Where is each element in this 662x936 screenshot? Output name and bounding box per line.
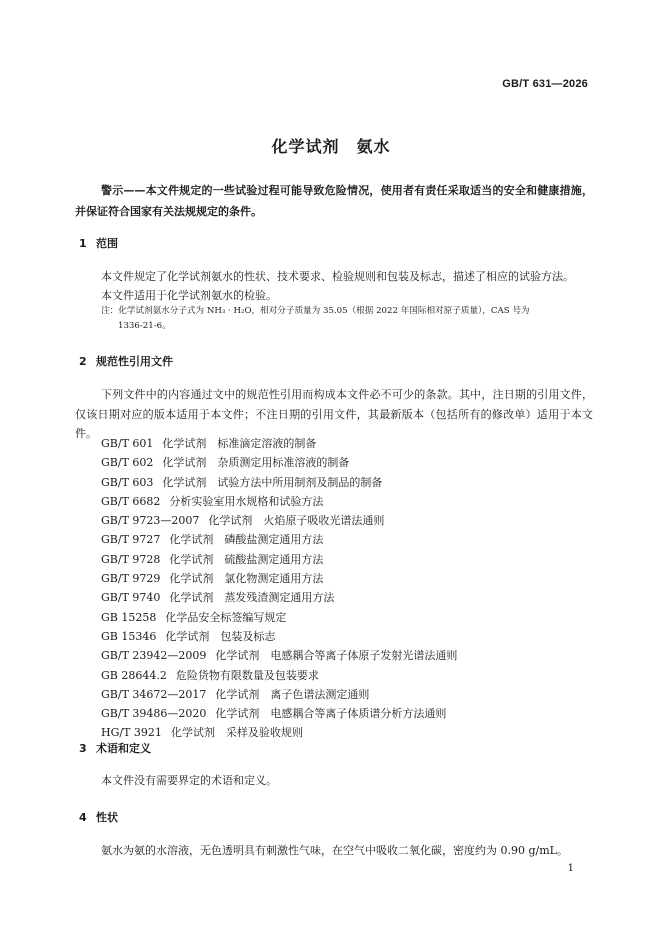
scope-note — [101, 304, 593, 334]
reference-title: 分析实验室用水规格和试验方法 — [169, 494, 324, 508]
reference-title: 危险货物有限数量及包装要求 — [175, 668, 319, 682]
reference-item — [101, 588, 457, 607]
section-number: 2 — [79, 355, 87, 368]
reference-item — [101, 666, 457, 685]
properties-paragraph: 氨水为氨的水溶液，无色透明具有刺激性气味，在空气中吸收二氧化碳，密度约为 0.90 g/mL。 — [101, 844, 568, 857]
reference-title: 化学试剂 电感耦合等离子体原子发射光谱法通则 — [215, 649, 458, 663]
reference-title: 化学试剂 氯化物测定通用方法 — [169, 572, 324, 586]
reference-item — [101, 434, 457, 453]
section-number: 3 — [79, 742, 87, 755]
reference-code: GB/T 34672—2017 — [101, 687, 207, 701]
reference-title: 化学试剂 采样及验收规则 — [170, 726, 303, 740]
page-number: 1 — [567, 863, 574, 874]
reference-title: 化学试剂 火焰原子吸收光谱法通则 — [208, 514, 385, 528]
reference-title: 化学试剂 试验方法中所用制剂及制品的制备 — [162, 475, 383, 489]
scope-paragraph: 本文件适用于化学试剂氨水的检验。 — [101, 289, 277, 302]
reference-item — [101, 550, 457, 569]
note-line: 1336-21-6。 — [118, 321, 171, 331]
reference-item — [101, 530, 457, 549]
reference-title: 化学试剂 标准滴定溶液的制备 — [162, 437, 317, 450]
reference-item — [101, 453, 457, 472]
document-title: 化学试剂 氨水 — [271, 137, 391, 156]
reference-code: GB/T 9729 — [101, 572, 161, 586]
reference-code: GB/T 9723—2007 — [101, 514, 200, 528]
reference-item — [101, 723, 457, 742]
reference-item — [101, 608, 457, 627]
reference-code: GB/T 9728 — [101, 552, 161, 566]
reference-code: GB/T 601 — [101, 437, 154, 450]
reference-code: GB 15346 — [101, 629, 157, 643]
reference-item — [101, 569, 457, 588]
section-number: 1 — [79, 237, 87, 250]
reference-code: GB 15258 — [101, 610, 157, 624]
section-title: 性状 — [96, 811, 118, 824]
reference-code: GB/T 602 — [101, 456, 154, 470]
reference-title: 化学试剂 杂质测定用标准溶液的制备 — [162, 456, 350, 470]
reference-code: GB/T 9740 — [101, 591, 161, 605]
reference-item — [101, 473, 457, 492]
reference-code: GB/T 9727 — [101, 533, 161, 547]
reference-item — [101, 627, 457, 646]
reference-item — [101, 704, 457, 723]
reference-code: HG/T 3921 — [101, 726, 162, 740]
section-4-heading — [79, 809, 118, 825]
warning-paragraph: 警示——本文件规定的一些试验过程可能导致危险情况，使用者有责任采取适当的安全和健康措施，并保证符合国家有关法规规定的条件。 — [75, 184, 593, 218]
references-intro-paragraph: 下列文件中的内容通过文中的规范性引用而构成本文件必不可少的条款。其中，注日期的引用文件，仅该日期对应的版本适用于本文件；不注日期的引用文件，其最新版本（包括所有的修改单）适用于本文件。 — [75, 388, 593, 440]
reference-code: GB/T 39486—2020 — [101, 707, 207, 721]
reference-code: GB/T 6682 — [101, 494, 161, 508]
section-title: 规范性引用文件 — [96, 355, 173, 368]
scope-paragraph: 本文件规定了化学试剂氨水的性状、技术要求、检验规则和包装及标志，描述了相应的试验方法。 — [101, 270, 574, 283]
reference-title: 化学试剂 电感耦合等离子体质谱分析方法通则 — [215, 707, 447, 721]
section-number: 4 — [79, 811, 87, 824]
reference-title: 化学试剂 包装及标志 — [165, 629, 276, 643]
standard-code: GB/T 631—2026 — [502, 78, 588, 90]
reference-title: 化学试剂 硫酸盐测定通用方法 — [169, 552, 324, 566]
reference-title: 化学品安全标签编写规定 — [165, 610, 287, 624]
reference-code: GB/T 23942—2009 — [101, 649, 207, 663]
reference-item — [101, 511, 457, 530]
terms-paragraph: 本文件没有需要界定的术语和定义。 — [101, 774, 277, 787]
reference-item — [101, 492, 457, 511]
reference-item — [101, 646, 457, 665]
section-title: 术语和定义 — [96, 742, 151, 755]
reference-list — [101, 434, 457, 743]
section-3-heading — [79, 740, 151, 756]
reference-title: 化学试剂 磷酸盐测定通用方法 — [169, 533, 324, 547]
section-title: 范围 — [96, 237, 118, 250]
reference-code: GB/T 603 — [101, 475, 154, 489]
reference-title: 化学试剂 蒸发残渣测定通用方法 — [169, 591, 335, 605]
note-line: 注：化学试剂氨水分子式为 NH₃ · H₂O，相对分子质量为 35.05（根据 2022 年国际相对原子质量），CAS 号为 — [101, 306, 530, 316]
reference-code: GB 28644.2 — [101, 668, 167, 682]
section-1-heading — [79, 235, 118, 251]
reference-title: 化学试剂 离子色谱法测定通则 — [215, 687, 370, 701]
reference-item — [101, 685, 457, 704]
section-2-heading — [79, 353, 173, 369]
